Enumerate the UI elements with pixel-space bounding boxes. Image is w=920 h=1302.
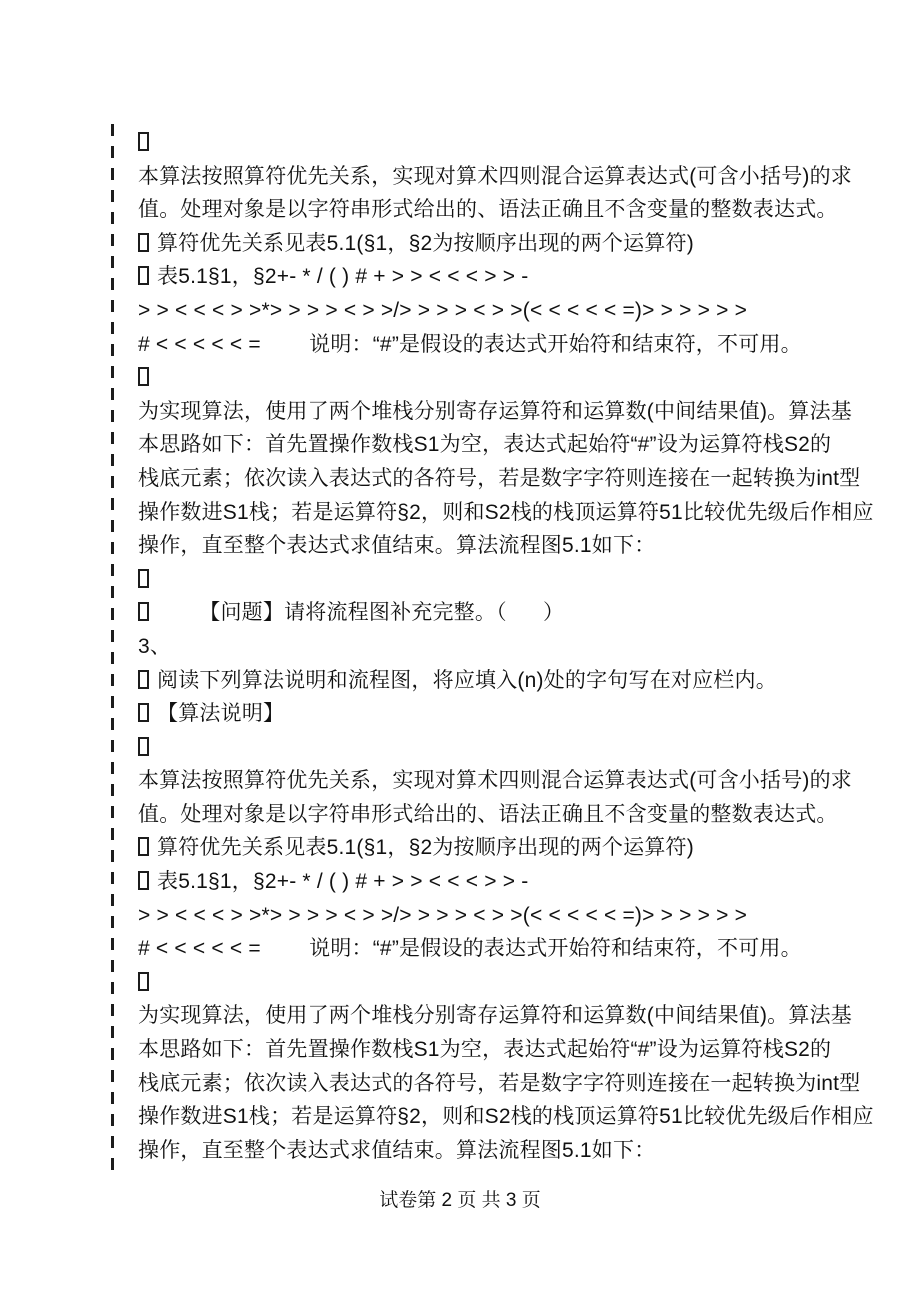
text-line: 为实现算法，使用了两个堆栈分别寄存运算符和运算数(中间结果值)。算法基 xyxy=(138,399,852,423)
missing-glyph-box-icon xyxy=(138,972,149,991)
text-line: 值。处理对象是以字符串形式给出的、语法正确且不含变量的整数表达式。 xyxy=(138,198,838,222)
text-line: 本算法按照算符优先关系，实现对算术四则混合运算表达式(可含小括号)的求 xyxy=(138,164,852,188)
question-number: 3、 xyxy=(138,634,172,658)
text-line: 表5.1§1，§2+- * / ( ) # + > > < < < > > - xyxy=(138,260,838,294)
missing-glyph-box-icon xyxy=(138,871,149,890)
text-line: # < < < < < = 说明：“#”是假设的表达式开始符和结束符，不可用。 xyxy=(138,332,802,356)
missing-glyph-box-icon xyxy=(138,569,149,588)
text-line: 表5.1§1，§2+- * / ( ) # + > > < < < > > - xyxy=(138,865,838,899)
text-line: > > < < < > >*> > > > < > >/> > > > < > >(< < < < < =)> > > > > > xyxy=(138,298,748,322)
text-line: 栈底元素；依次读入表达式的各符号，若是数字字符则连接在一起转换为int型 xyxy=(138,466,861,490)
text-line xyxy=(138,966,838,1000)
text-line: 值。处理对象是以字符串形式给出的、语法正确且不含变量的整数表达式。 xyxy=(138,802,838,826)
text-line: 算符优先关系见表5.1(§1，§2为按顺序出现的两个运算符) xyxy=(138,227,838,261)
text-line: 阅读下列算法说明和流程图，将应填入(n)处的字句写在对应栏内。 xyxy=(138,664,838,698)
missing-glyph-box-icon xyxy=(138,602,149,621)
missing-glyph-box-icon xyxy=(138,837,149,856)
missing-glyph-box-icon xyxy=(138,367,149,386)
text-line xyxy=(138,361,838,395)
text-line: 本算法按照算符优先关系，实现对算术四则混合运算表达式(可含小括号)的求 xyxy=(138,769,852,793)
section-heading: 【算法说明】 xyxy=(138,697,838,731)
text-line: 本思路如下：首先置操作数栈S1为空，表达式起始符“#”设为运算符栈S2的 xyxy=(138,433,832,457)
text-line xyxy=(138,126,838,160)
text-line: 本思路如下：首先置操作数栈S1为空，表达式起始符“#”设为运算符栈S2的 xyxy=(138,1038,832,1062)
text-line: > > < < < > >*> > > > < > >/> > > > < > >(< < < < < =)> > > > > > xyxy=(138,903,748,927)
text-line: # < < < < < = 说明：“#”是假设的表达式开始符和结束符，不可用。 xyxy=(138,937,802,961)
text-line: 算符优先关系见表5.1(§1，§2为按顺序出现的两个运算符) xyxy=(138,831,838,865)
text-line xyxy=(138,731,838,765)
question-prompt-line: 【问题】请将流程图补充完整。（ ） xyxy=(138,596,838,630)
text-line: 操作，直至整个表达式求值结束。算法流程图5.1如下： xyxy=(138,534,656,558)
text-line: 操作数进S1栈；若是运算符§2，则和S2栈的栈顶运算符51比较优先级后作相应 xyxy=(138,1105,874,1129)
text-line: 栈底元素；依次读入表达式的各符号，若是数字字符则连接在一起转换为int型 xyxy=(138,1071,861,1095)
missing-glyph-box-icon xyxy=(138,670,149,689)
text-line xyxy=(138,563,838,597)
document-body xyxy=(138,126,874,1167)
text-line: 操作，直至整个表达式求值结束。算法流程图5.1如下： xyxy=(138,1138,656,1162)
missing-glyph-box-icon xyxy=(138,737,149,756)
text-line: 操作数进S1栈；若是运算符§2，则和S2栈的栈顶运算符51比较优先级后作相应 xyxy=(138,500,874,524)
page-margin-dashed-border xyxy=(111,124,114,1172)
missing-glyph-box-icon xyxy=(138,233,149,252)
page-footer: 试卷第 2 页 共 3 页 xyxy=(379,1190,541,1211)
missing-glyph-box-icon xyxy=(138,132,149,151)
missing-glyph-box-icon xyxy=(138,703,149,722)
text-line: 为实现算法，使用了两个堆栈分别寄存运算符和运算数(中间结果值)。算法基 xyxy=(138,1004,852,1028)
missing-glyph-box-icon xyxy=(138,266,149,285)
